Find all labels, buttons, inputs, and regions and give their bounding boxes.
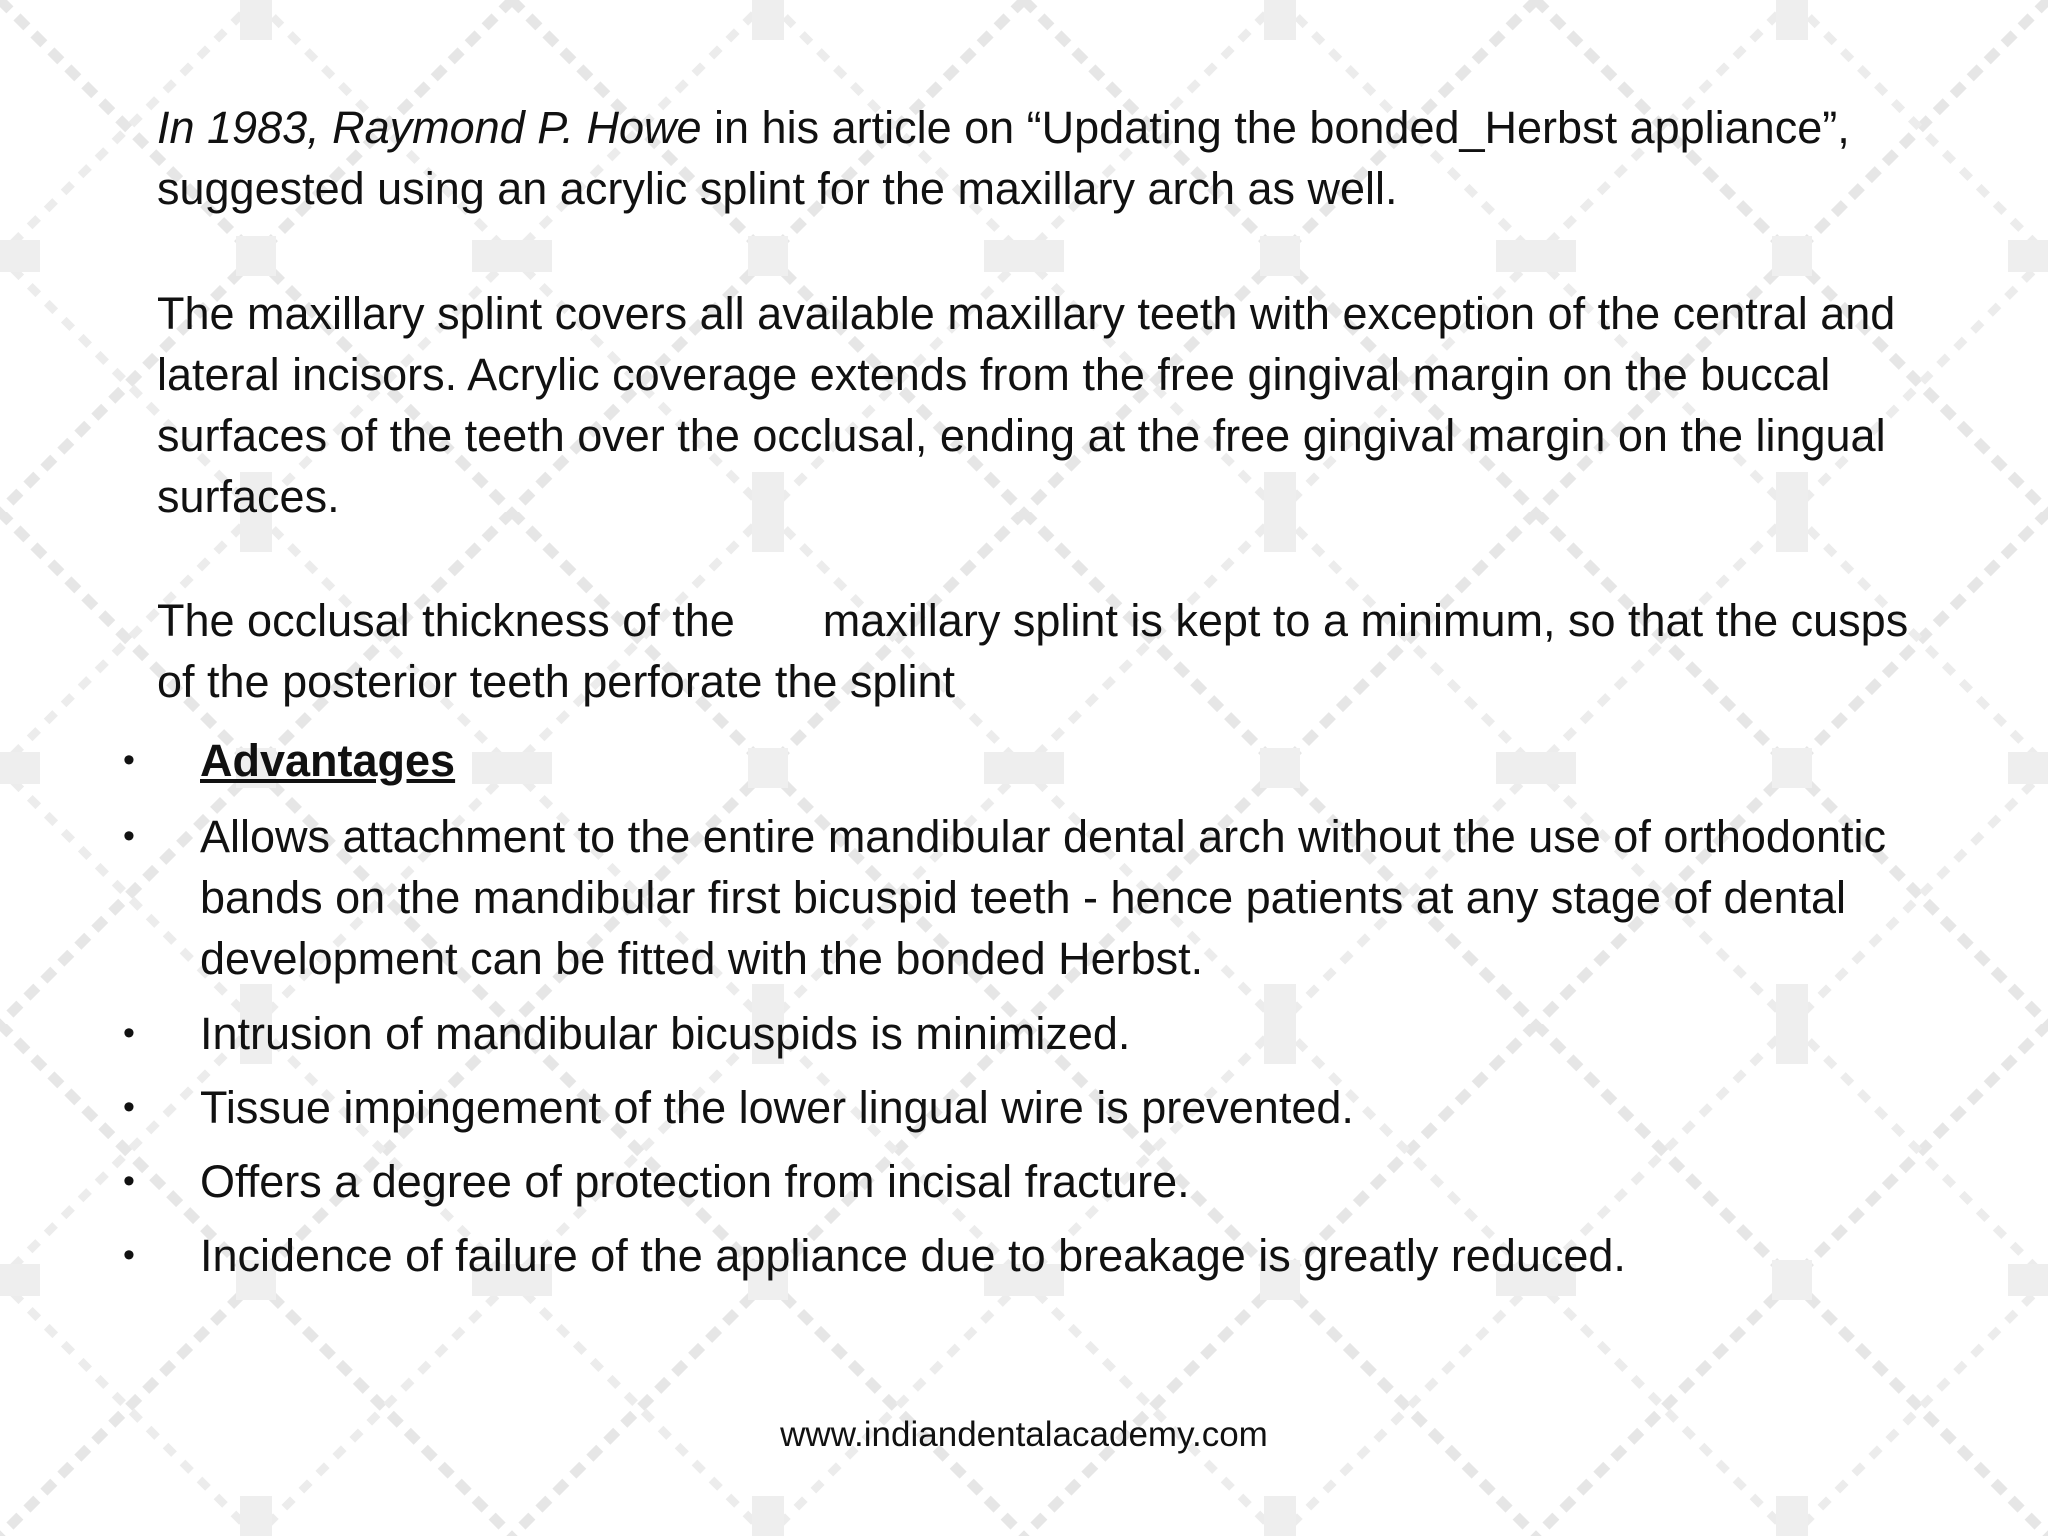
bullet-icon: • (123, 1014, 135, 1052)
advantages-heading-item (123, 730, 1920, 791)
list-item (123, 1225, 1920, 1286)
bullet-icon: • (123, 1088, 135, 1126)
list-item-text: Offers a degree of protection from incisal fracture. (200, 1156, 1190, 1207)
bullet-icon: • (123, 1162, 135, 1200)
list-item (123, 1151, 1920, 1212)
list-item (123, 1077, 1920, 1138)
occlusal-thickness-part-1: The occlusal thickness of the (157, 595, 735, 646)
list-item-text: Tissue impingement of the lower lingual wire is prevented. (200, 1082, 1354, 1133)
paragraph-maxillary-splint-coverage: The maxillary splint covers all available maxillary teeth with exception of the central and lateral incisors. Acrylic coverage extends from the free gingival margin on the buccal surfaces of the teeth over the occlusal, ending at the free gingival margin on the lingual surfaces. (157, 288, 1896, 522)
bullet-icon: • (123, 1236, 135, 1274)
list-item (123, 806, 1920, 989)
occlusal-thickness-part-2: maxillary splint is kept to a minimum, so that the cusps of the posterior teeth perforate the splint (157, 595, 1909, 707)
list-item (123, 1003, 1920, 1064)
list-item-text: Intrusion of mandibular bicuspids is minimized. (200, 1008, 1131, 1059)
list-item-text: Allows attachment to the entire mandibular dental arch without the use of orthodontic bands on the mandibular first bicuspid teeth - hence patients at any stage of dental development can be fitted with the bonded Herbst. (200, 811, 1886, 984)
bullet-icon: • (123, 741, 135, 779)
bullet-icon: • (123, 817, 135, 855)
howe-article-text: in his article on “Updating the bonded_Herbst appliance”, suggested using an acrylic splint for the maxillary arch as well. (157, 102, 1850, 214)
italic-author-lead: In 1983, Raymond P. Howe (157, 102, 702, 153)
paragraph-howe-article (157, 97, 1957, 219)
footer-website-url: www.indiandentalacademy.com (780, 1415, 1268, 1454)
list-item-text: Incidence of failure of the appliance due to breakage is greatly reduced. (200, 1230, 1626, 1281)
paragraph-occlusal-thickness (157, 590, 1957, 712)
advantages-heading: Advantages (200, 735, 456, 786)
